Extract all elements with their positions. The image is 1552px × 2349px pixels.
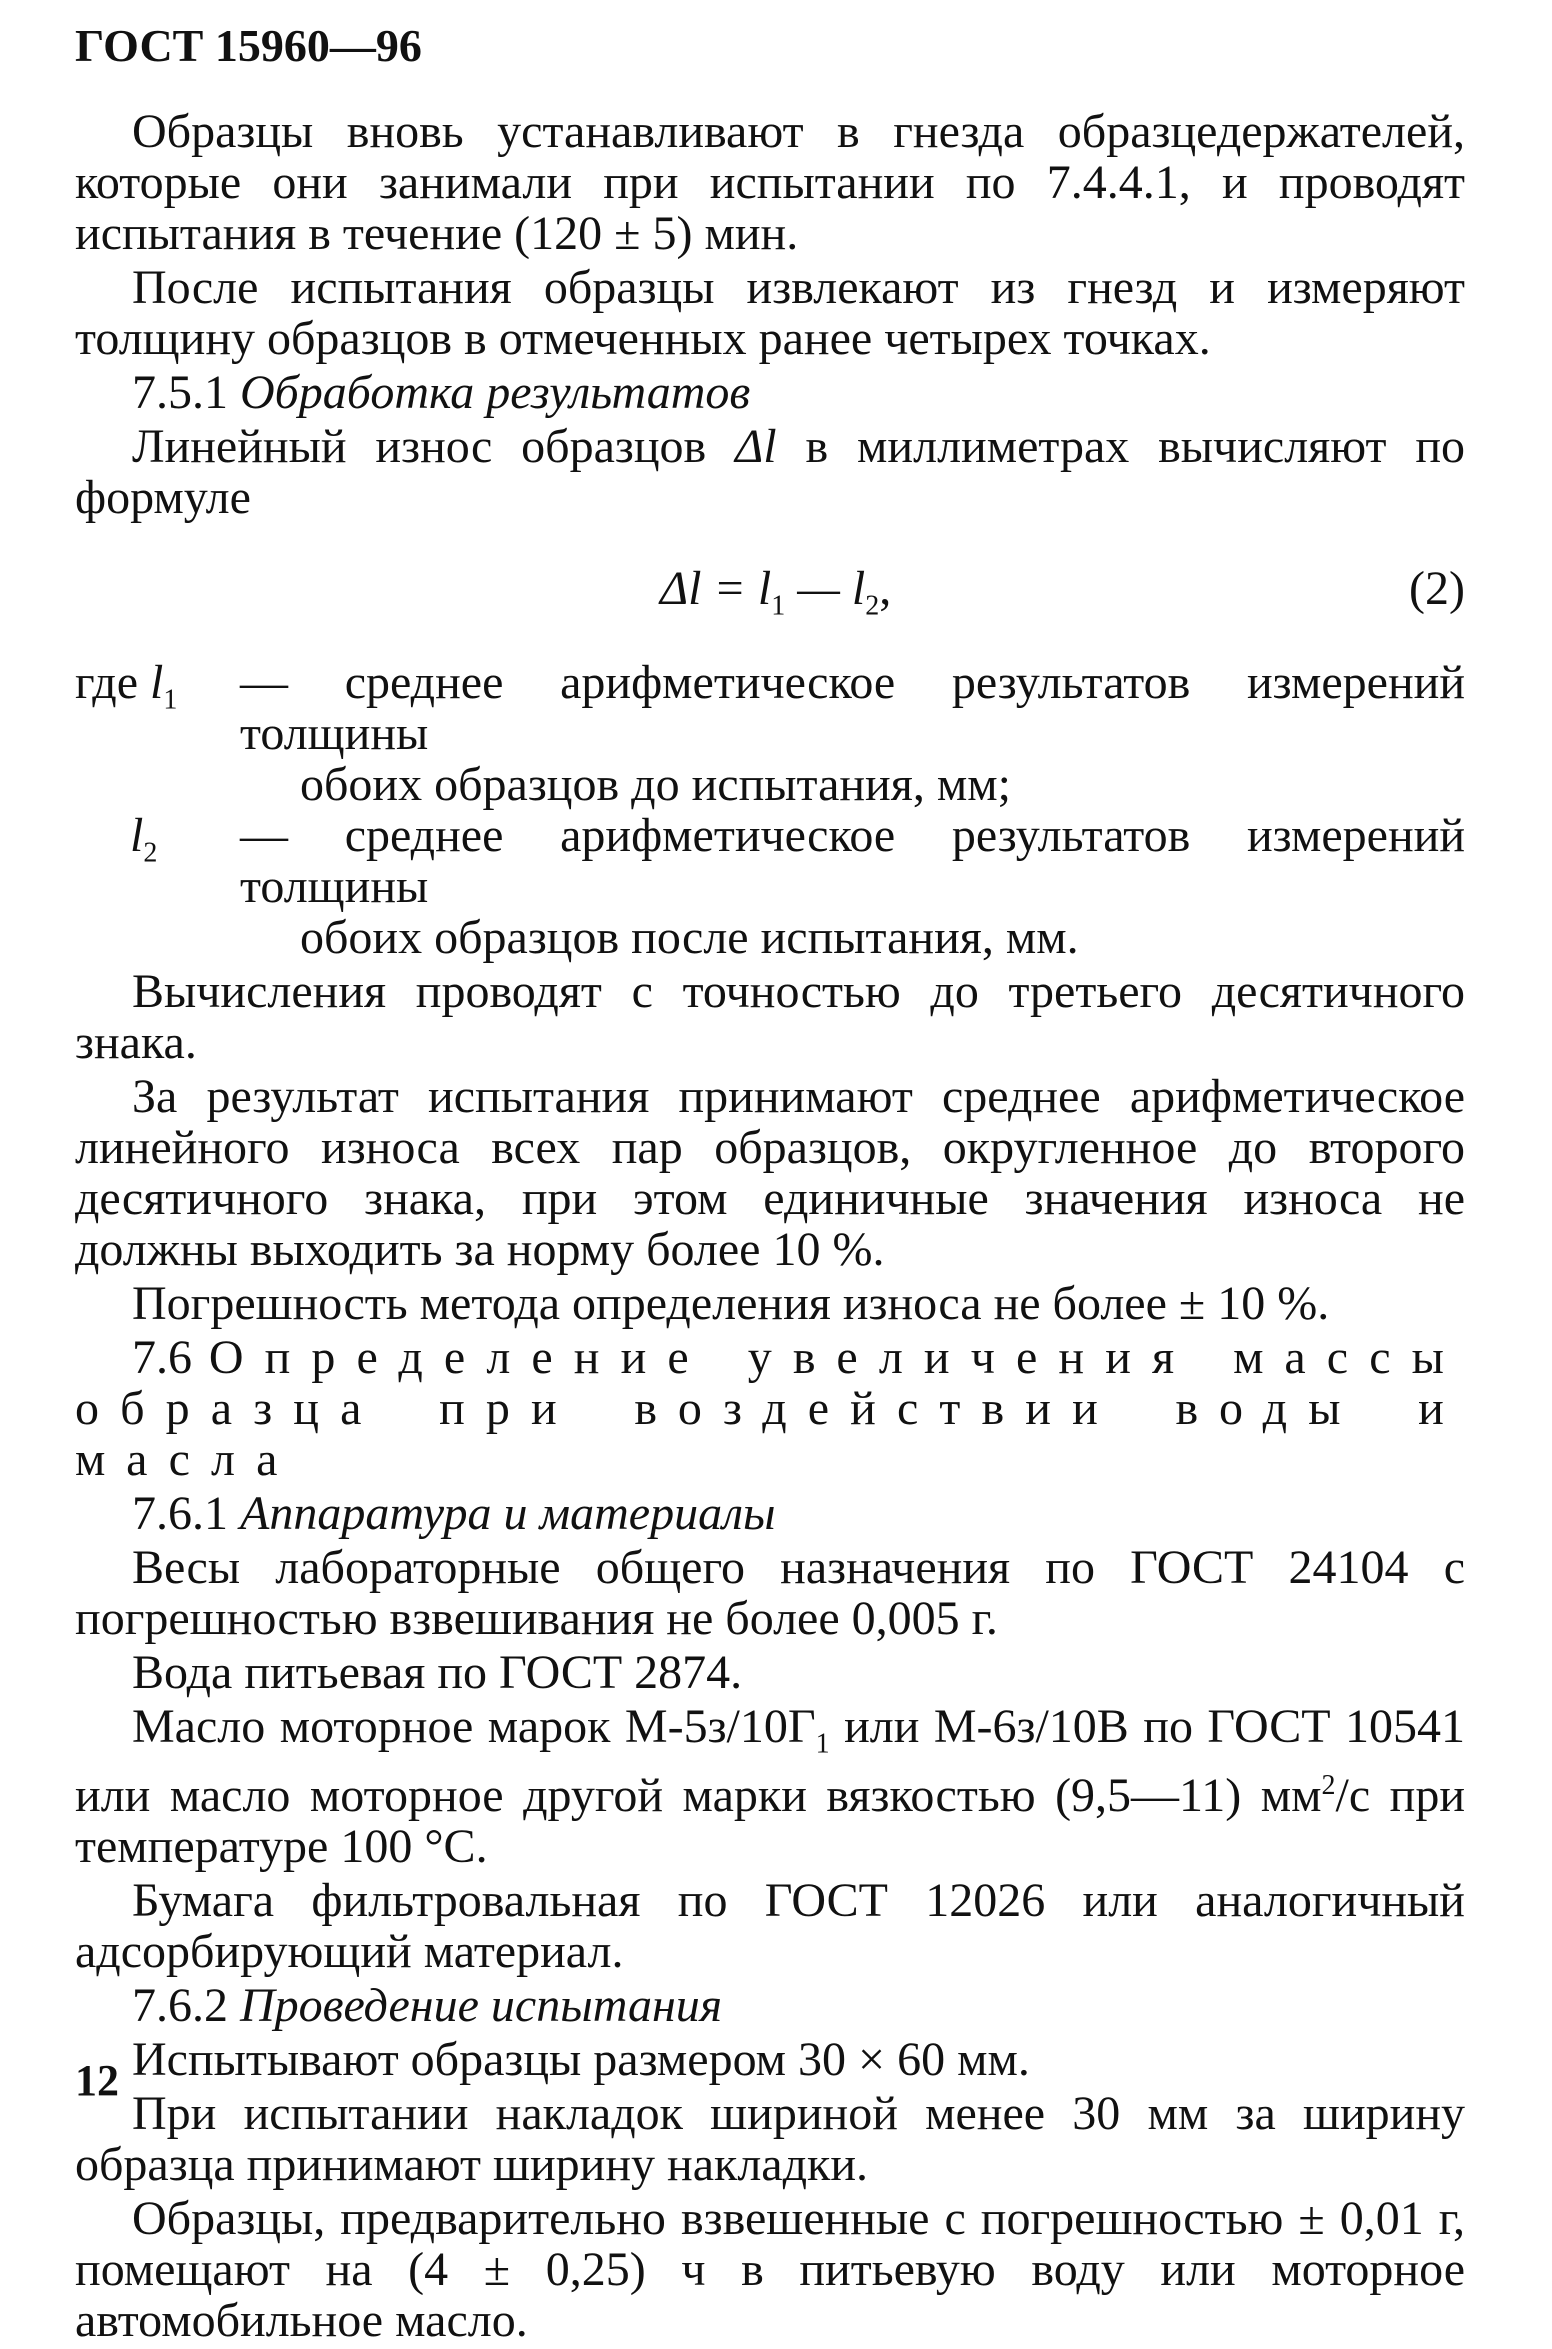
paragraph: Образцы, предварительно взвешенные с погрешностью ± 0,01 г, помещают на (4 ± 0,25) ч в питьевую воду или моторное автомобильное масло. xyxy=(75,2191,1465,2347)
paragraph: Весы лабораторные общего назначения по ГОСТ 24104 с погрешностью взвешивания не более 0,005 г. xyxy=(75,1541,1465,1645)
formula: $\Delta l = l_1$ — $l_2$, xyxy=(660,562,892,622)
paragraph: После испытания образцы извлекают из гнезд и измеряют толщину образцов в отмеченных ранее четырех точках. xyxy=(75,261,1465,365)
paragraph: Погрешность метода определения износа не более ± 10 %. xyxy=(132,1277,1330,1330)
section-heading-7-6-2 xyxy=(75,1980,1465,2031)
delta-l-symbol: Δl xyxy=(735,420,777,473)
paragraph: При испытании накладок шириной менее 30 мм за ширину образца принимают ширину накладки. xyxy=(75,2086,1465,2191)
definition-label: $l_2$ xyxy=(130,809,158,869)
paragraph: Образцы вновь устанавливают в гнезда образцедержателей, которые они занимали при испытании по 7.4.4.1, и проводят испытания в течение (120 ± 5) мин. xyxy=(75,105,1465,260)
section-title: Аппаратура и материалы xyxy=(240,1487,776,1540)
section-title: Обработка результатов xyxy=(240,366,751,419)
definition-text: — среднее арифметическое результатов измерений толщины обоих образцов до испытания, мм; xyxy=(240,656,1465,811)
equation-number: (2) xyxy=(1409,562,1465,615)
section-heading-7-6-1 xyxy=(75,1488,1465,1539)
definition-list xyxy=(75,657,1465,963)
formula-row xyxy=(75,551,1465,627)
section-number: 7.6 xyxy=(132,1331,192,1384)
paragraph: Бумага фильтровальная по ГОСТ 12026 или аналогичный адсорбирующий материал. xyxy=(75,1873,1465,1978)
paragraph: За результат испытания принимают среднее арифметическое линейного износа всех пар образцов, округленное до второго десятичного знака, при этом единичные значения износа не должны выходить за норму более 10 %. xyxy=(75,1070,1465,1276)
section-number: 7.5.1 xyxy=(132,366,228,419)
section-number: 7.6.2 xyxy=(132,1978,228,2032)
paragraph: Масло моторное марок $М-5з/10Г_1$ или М-6з/10В по ГОСТ 10541 или масло моторное другой марки вязкостью (9,5—11) $мм^2/с$ при температуре 100 °С. xyxy=(75,1700,1466,1873)
page-number: 12 xyxy=(75,2056,119,2105)
section-number: 7.6.1 xyxy=(132,1487,228,1540)
section-heading-7-6 xyxy=(75,1332,1465,1485)
section-title: Определение увеличения массы образца при воздействии воды и масла xyxy=(75,1331,1465,1486)
definition-text: — среднее арифметическое результатов измерений толщины обоих образцов после испытания, мм. xyxy=(240,809,1465,964)
section-title: Проведение испытания xyxy=(240,1978,723,2032)
definition-label: где $l_1$ xyxy=(75,656,178,716)
paragraph: Линейный износ образцов Δl в миллиметрах вычисляют по формуле xyxy=(75,420,1466,524)
paragraph: Испытывают образцы размером 30 × 60 мм. xyxy=(132,2032,1030,2086)
standard-header: ГОСТ 15960—96 xyxy=(75,20,422,71)
section-heading-7-5-1 xyxy=(75,367,1465,418)
paragraph: Вычисления проводят с точностью до третьего десятичного знака. xyxy=(75,965,1465,1069)
paragraph: Вода питьевая по ГОСТ 2874. xyxy=(132,1646,743,1699)
document-page xyxy=(75,20,1465,2349)
